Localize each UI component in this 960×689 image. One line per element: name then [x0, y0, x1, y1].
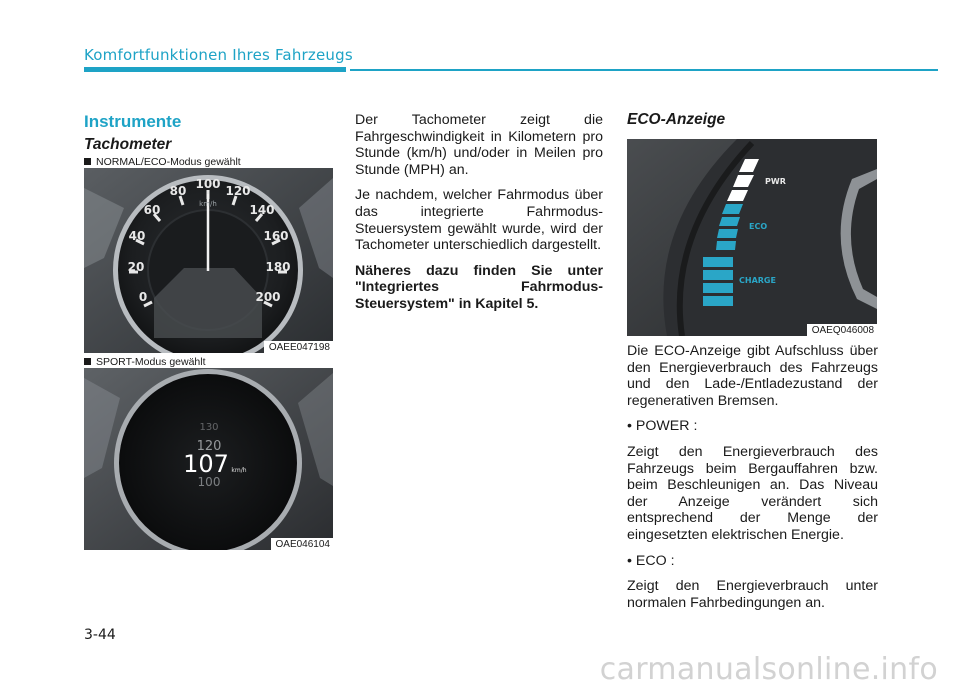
digital-tachometer-image: [84, 368, 333, 550]
square-bullet-icon: [84, 358, 91, 365]
bullet-power: • POWER :: [627, 418, 698, 435]
bullet-eco: • ECO :: [627, 552, 675, 569]
gauge-label-eco: ECO: [749, 222, 768, 231]
page-number: 3-44: [84, 627, 116, 643]
dial-label: 20: [127, 260, 145, 274]
dial-label: 80: [169, 184, 187, 198]
section-title: Instrumente: [84, 112, 182, 131]
paragraph: Je nachdem, welcher Fahrmodus über das integrierte Fahrmodus-Steuersystem gewählt wurde, wird der Tachometer unterschiedlich dargestellt.: [355, 187, 603, 254]
dial-label: 140: [249, 203, 275, 217]
speed-tape-top: 130: [199, 422, 219, 433]
gauge-label-pwr: PWR: [765, 177, 786, 186]
dial-label: 120: [225, 184, 251, 198]
dial-label: 100: [195, 177, 221, 191]
figure-tachometer-sport: [84, 368, 333, 550]
paragraph: Zeigt den Energieverbrauch des Fahrzeugs beim Bergauffahren bzw. beim Beschleunigen an. Das Niveau der Anzeige verändert sich entsprechend der Menge der eingesetzten elektrischen Energie.: [627, 443, 878, 543]
chapter-title: Komfortfunktionen Ihres Fahrzeugs: [84, 46, 353, 64]
figure-code: OAEE047198: [264, 341, 333, 353]
figure-eco-gauge: [627, 139, 877, 336]
watermark: carmanualsonline.info: [599, 652, 938, 687]
reference-note: Näheres dazu finden Sie unter "Integriertes Fahrmodus-Steuersystem" in Kapitel 5.: [355, 262, 603, 312]
analog-tachometer-image: [84, 168, 333, 353]
header-rule: [84, 67, 346, 72]
figure-caption-normal: NORMAL/ECO-Modus gewählt: [84, 156, 241, 168]
square-bullet-icon: [84, 158, 91, 165]
header-rule-line: [350, 69, 938, 71]
eco-description: [627, 343, 878, 620]
figure-code: OAE046104: [271, 538, 334, 550]
paragraph: Die ECO-Anzeige gibt Aufschluss über den Energieverbrauch des Fahrzeugs und den Lade-/Entladezustand der regenerativen Bremsen.: [627, 343, 878, 409]
subsection-title-eco: ECO-Anzeige: [627, 111, 726, 128]
dial-label: 40: [128, 229, 146, 243]
speed-tape-upper: 120: [196, 439, 222, 454]
dial-label: 200: [255, 290, 281, 304]
speed-tape-lower: 100: [197, 475, 221, 489]
figure-caption-sport: SPORT-Modus gewählt: [84, 356, 206, 368]
dial-label: 60: [143, 203, 161, 217]
dial-unit: km/h: [199, 200, 217, 208]
paragraph: Der Tachometer zeigt die Fahrgeschwindigkeit in Kilometern pro Stunde (km/h) und/oder in Meilen pro Stunde (MPH) an.: [355, 112, 603, 178]
gauge-label-charge: CHARGE: [739, 276, 776, 285]
figure-tachometer-normal: [84, 168, 333, 353]
dial-label: 180: [265, 260, 291, 274]
figure-code: OAEQ046008: [807, 324, 877, 336]
current-speed: 107: [183, 450, 229, 478]
dial-label: 160: [263, 229, 289, 243]
subsection-title-tachometer: Tachometer: [84, 136, 172, 153]
speed-unit: km/h: [231, 467, 247, 474]
tachometer-description: [355, 112, 603, 322]
eco-gauge-image: [627, 139, 877, 336]
dial-label: 0: [138, 290, 148, 304]
paragraph: Zeigt den Energieverbrauch unter normalen Fahrbedingungen an.: [627, 578, 878, 611]
